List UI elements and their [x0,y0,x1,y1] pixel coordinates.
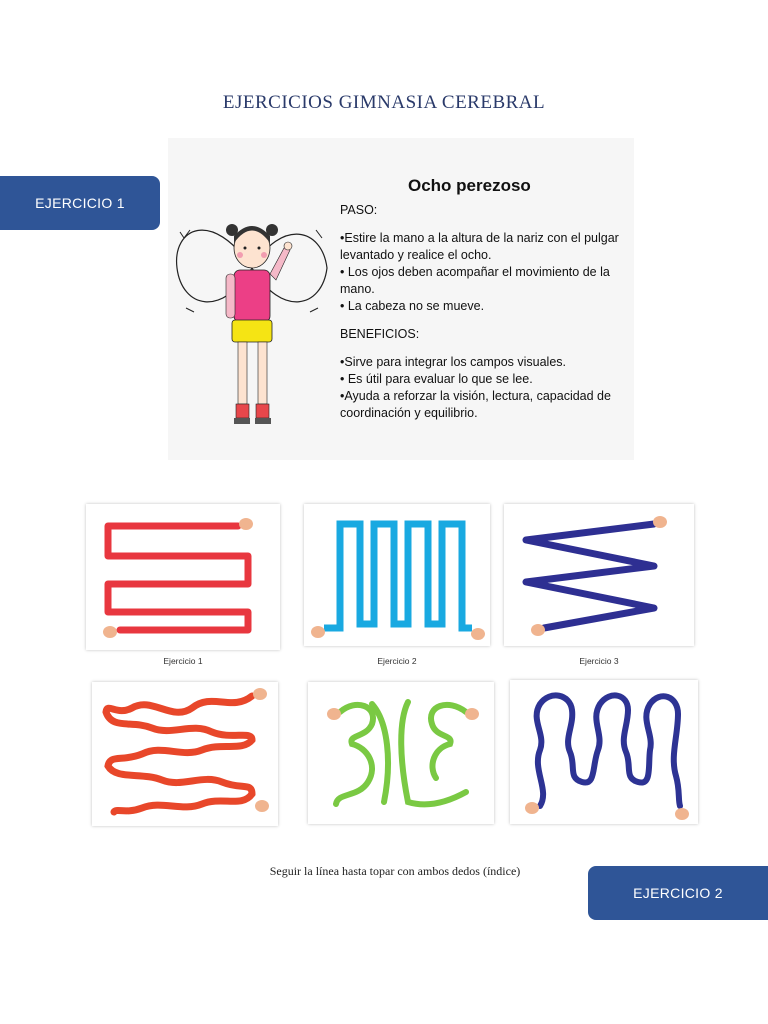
girl-lazy-eight-illustration [172,208,332,458]
maze-tile-6 [510,680,698,824]
paso-item: •Estire la mano a la altura de la nariz con el pulgar levantado y realice el ocho. [340,231,619,262]
instruction-text: Seguir la línea hasta topar con ambos dedos (índice) [269,864,521,878]
beneficios-heading: BENEFICIOS: [340,327,420,341]
maze-tile-5 [308,682,494,824]
maze-tile-3 [504,504,694,646]
ejercicio-1-tag: EJERCICIO 1 [0,176,160,230]
tile-caption-1: Ejercicio 1 [163,656,203,666]
maze-tile-2 [304,504,490,646]
page-title: EJERCICIOS GIMNASIA CEREBRAL [222,92,546,113]
maze-tile-1 [86,504,280,650]
tile-caption-3: Ejercicio 3 [579,656,619,666]
beneficio-item: • Es útil para evaluar lo que se lee. [340,372,533,386]
card-title: Ocho perezoso [408,176,531,195]
beneficio-item: •Ayuda a reforzar la visión, lectura, capacidad de coordinación y equilibrio. [340,389,611,420]
tile-caption-2: Ejercicio 2 [377,656,417,666]
ejercicio-2-tag: EJERCICIO 2 [588,866,768,920]
paso-item: • Los ojos deben acompañar el movimiento de la mano. [340,265,610,296]
card-body [340,202,632,422]
ocho-perezoso-card [168,138,634,460]
paso-item: • La cabeza no se mueve. [340,299,485,313]
maze-tile-4 [92,682,278,826]
beneficio-item: •Sirve para integrar los campos visuales. [340,355,567,369]
paso-heading: PASO: [340,203,378,217]
